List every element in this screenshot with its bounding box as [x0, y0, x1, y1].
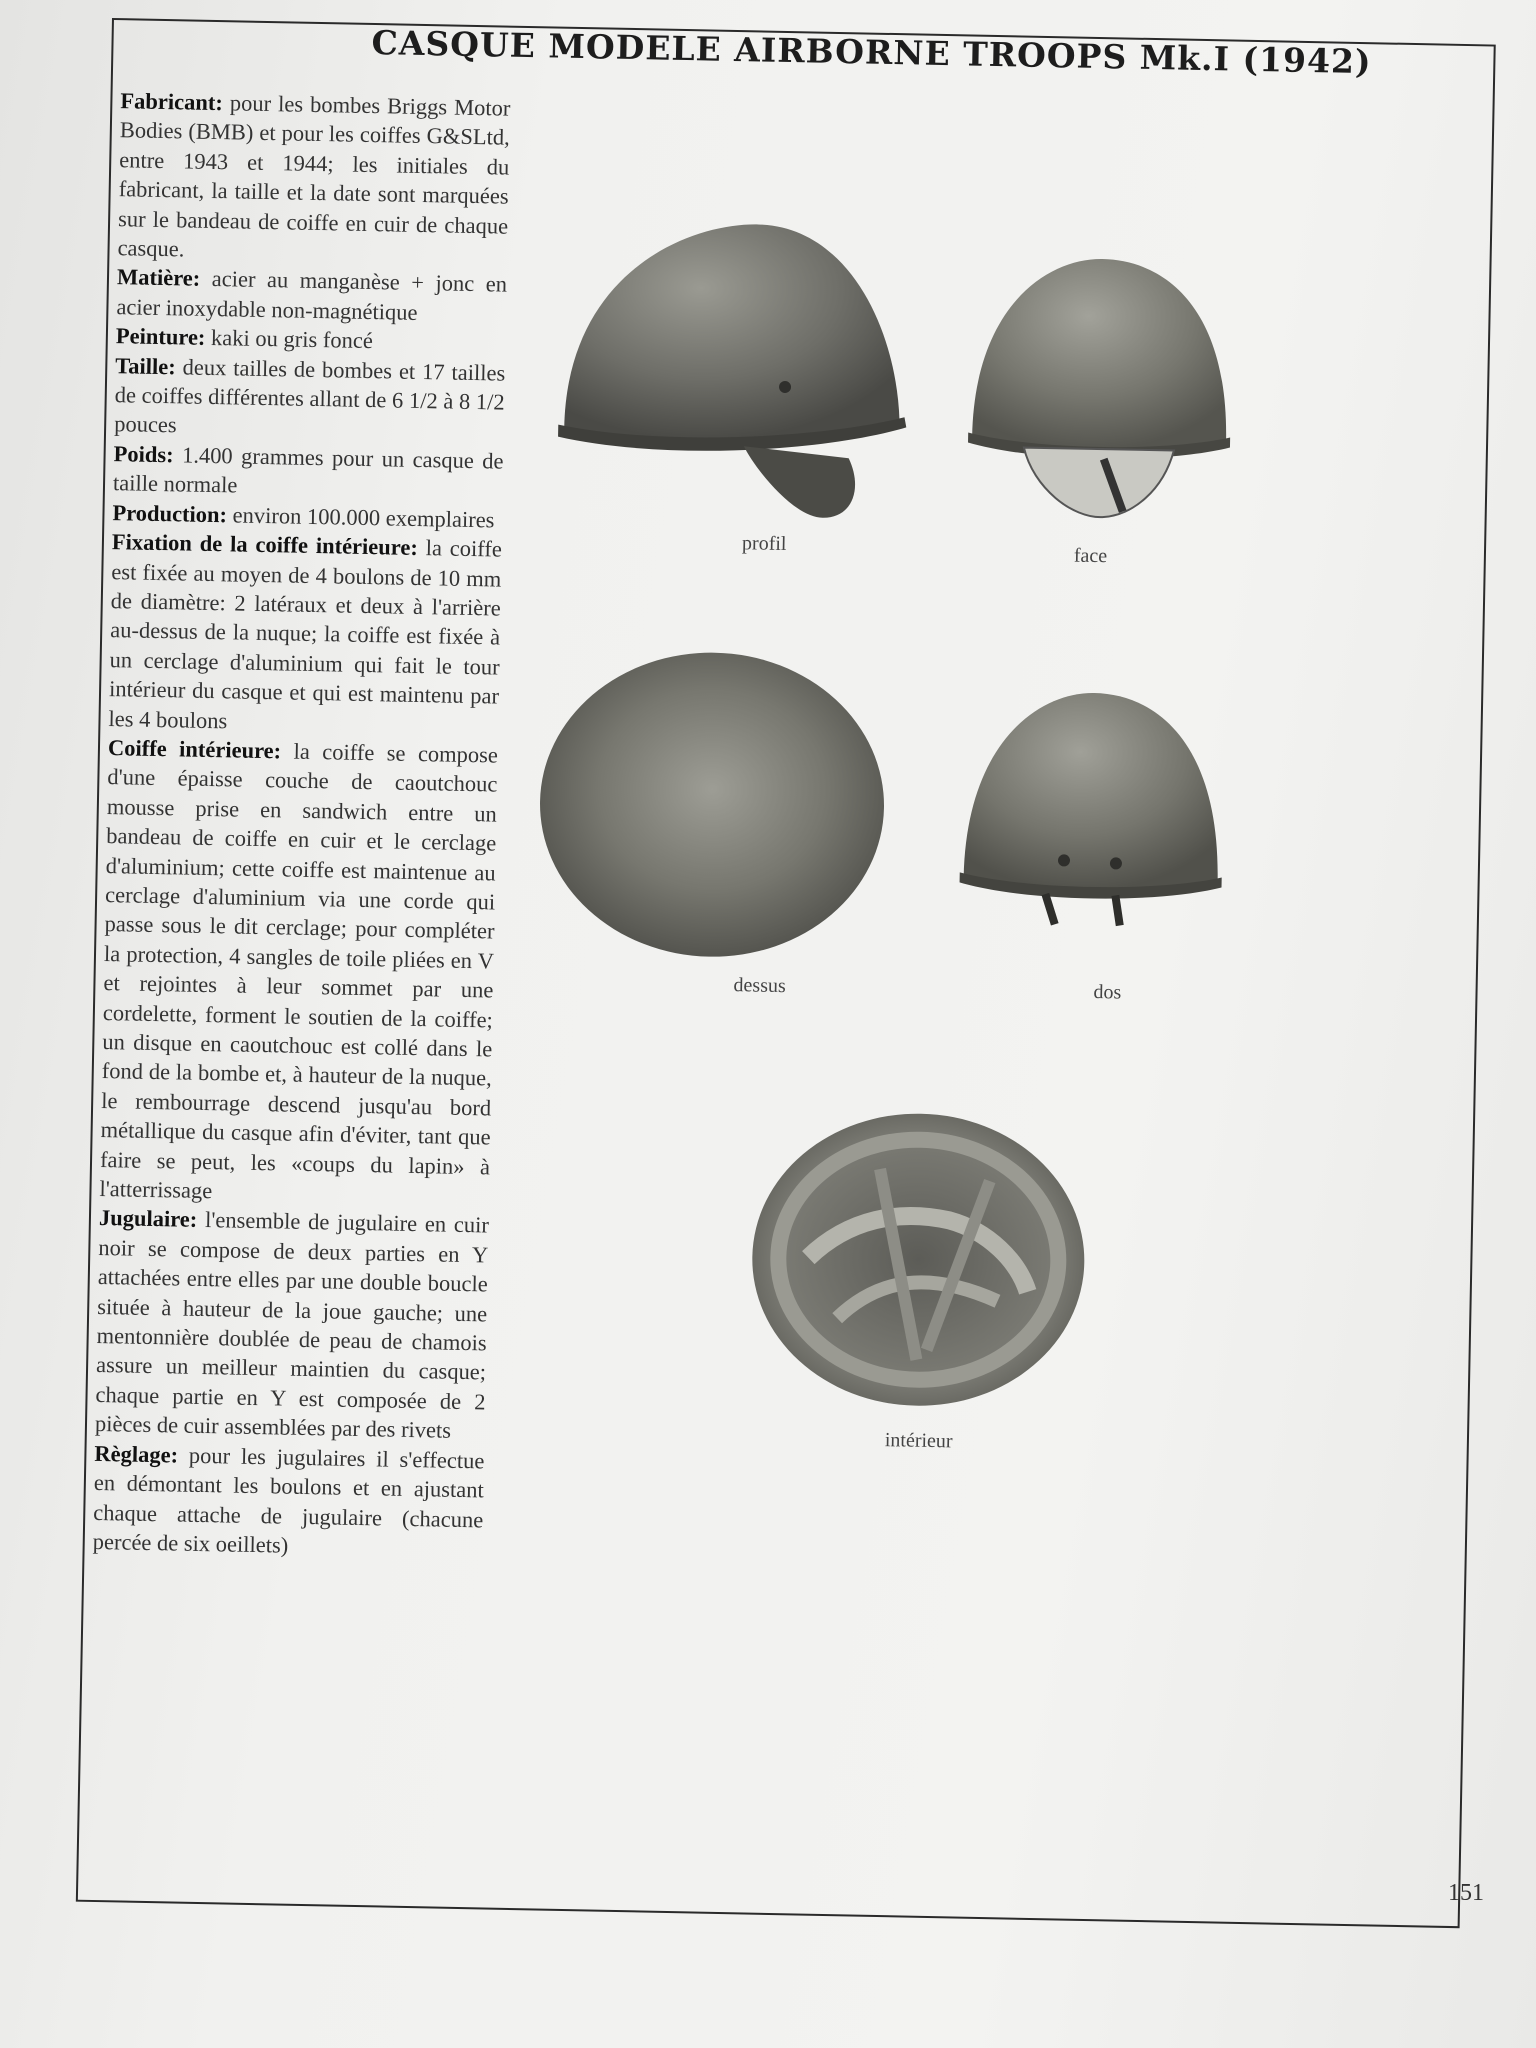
spec-fixation: Fixation de la coiffe intérieure: la coiffe est fixée au moyen de 4 boulons de 10 mm de diamètre: 2 latéraux et deux à l'arrière au-dessus de la nuque; la coiffe est fixée à un cerclage d'aluminium qui fait le tour intérieur du casque et qui est maintenu par les 4 boulons — [108, 529, 503, 733]
spec-peinture: Peinture: kaki ou gris foncé — [115, 323, 374, 354]
helmet-interior-photo — [745, 1106, 1091, 1412]
spec-poids: Poids: 1.400 grammes pour un casque de taille normale — [112, 440, 504, 498]
spec-production: Production: environ 100.000 exemplaires — [112, 499, 495, 533]
spec-text-column — [92, 86, 510, 1564]
spec-taille: Taille: deux tailles de bombes et 17 tailles de coiffes différentes allant de 6 1/2 à 8 1/2 pouces — [113, 352, 506, 438]
page-title: CASQUE MODELE AIRBORNE TROOPS Mk.I (1942) — [371, 22, 1372, 82]
helmet-front-photo — [962, 246, 1237, 531]
page-number: 151 — [1448, 1880, 1484, 1906]
page-content — [76, 18, 1492, 1924]
helmet-profile-photo — [542, 212, 918, 529]
spec-reglage: Règlage: pour les jugulaires il s'effectue en démontant les boulons et en ajustant chaque attache de jugulaire (chacune percée de six oeillets) — [92, 1440, 485, 1558]
helmet-back-photo — [954, 682, 1229, 947]
caption-dessus: dessus — [733, 974, 786, 998]
spec-jugulaire: Jugulaire: l'ensemble de jugulaire en cuir noir se compose de deux parties en Y attachées entre elles par une double boucle située à hauteur de la joue gauche; une mentonnière doublée de peau de chamois assure un meilleur maintien du casque; chaque partie en Y est composée de 2 pièces de cuir assemblées par des rivets — [94, 1205, 490, 1444]
spec-fabricant: Fabricant: pour les bombes Briggs Motor Bodies (BMB) et pour les coiffes G&SLtd, entre 1943 et 1944; les initiales du fabricant, la taille et la date sont marquées sur le bandeau de coiffe en cuir de chaque casque. — [117, 88, 511, 262]
caption-profil: profil — [741, 532, 787, 556]
spec-coiffe: Coiffe intérieure: la coiffe se compose d'une épaisse couche de caoutchouc mousse prise en sandwich entre un bandeau de coiffe en cuir et le cerclage d'aluminium; cette coiffe est maintenue au cerclage d'aluminium via une corde qui passe sous le dit cerclage; pour compléter la protection, 4 sangles de toile pliées en V et rejointes à leur sommet par une cordelette, forment le soutien de la coiffe; un disque en caoutchouc est collé dans le fond de la bombe et, à hauteur de la nuque, le rembourrage descend jusqu'au bord métallique du casque afin d'éviter, tant que faire se peut, les «coups du lapin» à l'atterrissage — [99, 734, 499, 1204]
spec-matiere: Matière: acier au manganèse + jonc en acier inoxydable non-magnétique — [116, 264, 508, 325]
helmet-top-photo — [534, 646, 890, 963]
caption-face: face — [1073, 544, 1108, 568]
caption-interieur: intérieur — [884, 1429, 953, 1453]
caption-dos: dos — [1093, 981, 1122, 1004]
